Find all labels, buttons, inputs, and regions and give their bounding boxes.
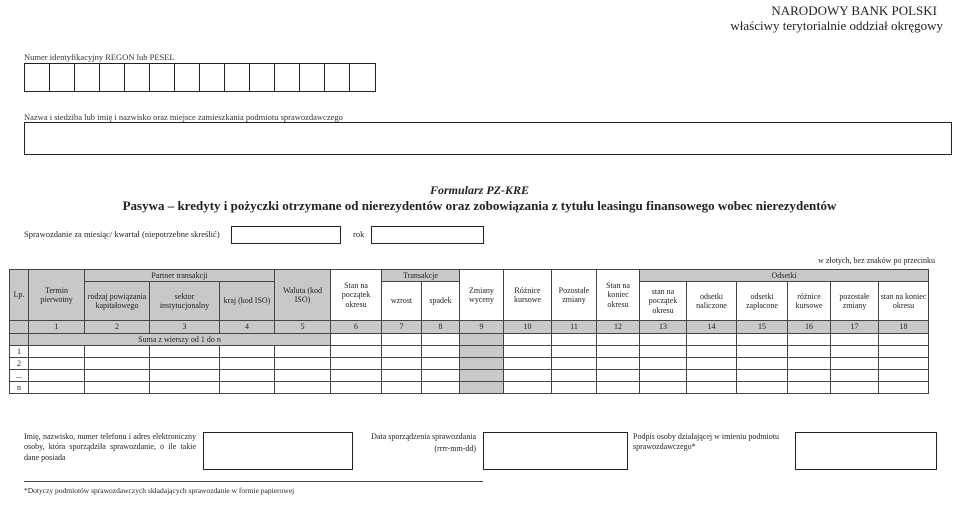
header-o-roznice: różnice kursowe: [788, 282, 831, 321]
column-number: 17: [831, 321, 879, 334]
report-table: [9, 269, 929, 394]
period-label: Sprawozdanie za miesiąc/ kwartał (niepotrzebne skreślić): [24, 229, 220, 239]
header-partner: Partner transakcji: [85, 270, 275, 282]
column-number: 7: [382, 321, 422, 334]
regon-digit-box[interactable]: [75, 64, 100, 91]
date-input[interactable]: [483, 432, 628, 470]
row-number: ...: [10, 370, 29, 382]
regon-digit-box[interactable]: [150, 64, 175, 91]
regon-digit-box[interactable]: [350, 64, 375, 91]
header-stan-pocz: Stan na początek okresu: [331, 270, 382, 321]
entity-input[interactable]: [24, 122, 952, 155]
column-number: [10, 321, 29, 334]
regon-digit-box[interactable]: [100, 64, 125, 91]
year-input[interactable]: [371, 226, 484, 244]
header-zmiany-wyceny: Zmiany wyceny: [460, 270, 504, 321]
signature-input[interactable]: [795, 432, 937, 470]
table-row: [10, 370, 929, 382]
header-lp: Lp.: [10, 270, 29, 321]
regon-label: Numer identyfikacyjny REGON lub PESEL: [24, 52, 175, 62]
entity-label: Nazwa i siedziba lub imię i nazwisko oraz miejsce zamieszkania podmiotu sprawozdawczego: [24, 112, 343, 122]
period-input[interactable]: [231, 226, 341, 244]
contact-input[interactable]: [203, 432, 353, 470]
header-o-naliczone: odsetki naliczone: [687, 282, 737, 321]
header-wzrost: wzrost: [382, 282, 422, 321]
header-o-pozostale: pozostałe zmiany: [831, 282, 879, 321]
column-number: 4: [220, 321, 275, 334]
column-number: 10: [504, 321, 552, 334]
column-number: 3: [150, 321, 220, 334]
header-waluta: Waluta (kod ISO): [275, 270, 331, 321]
footnote-divider: [24, 481, 483, 482]
column-number: 1: [29, 321, 85, 334]
header-transakcje: Transakcje: [382, 270, 460, 282]
table-row: [10, 358, 929, 370]
regon-digit-box[interactable]: [325, 64, 350, 91]
column-number: 15: [737, 321, 788, 334]
column-number: 13: [640, 321, 687, 334]
units-note: w złotych, bez znaków po przecinku: [818, 256, 935, 265]
footnote: *Dotyczy podmiotów sprawozdawczych składających sprawozdanie w formie papierowej: [24, 486, 295, 495]
signature-label: Podpis osoby działającej w imieniu podmiotu sprawozdawczego*: [633, 432, 779, 452]
header-roznice: Różnice kursowe: [504, 270, 552, 321]
year-label: rok: [353, 229, 365, 239]
contact-label: Imię, nazwisko, numer telefonu i adres elektroniczny osoby, która sporządziła sprawozdanie, o ile takie dane posiada: [24, 432, 196, 462]
header-sektor: sektor instytucjonalny: [150, 282, 220, 321]
sum-row: [10, 334, 929, 346]
header-stan-kon: Stan na koniec okresu: [597, 270, 640, 321]
regon-digit-box[interactable]: [200, 64, 225, 91]
header-o-zaplacone: odsetki zapłacone: [737, 282, 788, 321]
regon-digit-box[interactable]: [225, 64, 250, 91]
header-spadek: spadek: [422, 282, 460, 321]
regon-digit-box[interactable]: [175, 64, 200, 91]
form-title: Formularz PZ-KRE: [429, 183, 530, 197]
column-number: 16: [788, 321, 831, 334]
regon-digit-box[interactable]: [50, 64, 75, 91]
column-number: 12: [597, 321, 640, 334]
column-number: 8: [422, 321, 460, 334]
column-number: 11: [552, 321, 597, 334]
header-odsetki: Odsetki: [640, 270, 929, 282]
table-row: [10, 346, 929, 358]
header-termin: Termin pierwotny: [29, 270, 85, 321]
regon-digit-box[interactable]: [25, 64, 50, 91]
column-number: 6: [331, 321, 382, 334]
column-number: 18: [879, 321, 929, 334]
regon-digit-box[interactable]: [125, 64, 150, 91]
regon-input[interactable]: [24, 63, 376, 92]
header-pozostale: Pozostałe zmiany: [552, 270, 597, 321]
row-number: n: [10, 382, 29, 394]
header-o-stan-pocz: stan na początek okresu: [640, 282, 687, 321]
regon-digit-box[interactable]: [300, 64, 325, 91]
header-rodzaj: rodzaj powiązania kapitałowego: [85, 282, 150, 321]
date-format: (rrrr-mm-dd): [434, 444, 476, 453]
bank-name: NARODOWY BANK POLSKI: [771, 3, 937, 18]
column-number: 14: [687, 321, 737, 334]
header-o-stan-kon: stan na koniec okresu: [879, 282, 929, 321]
form-subtitle: Pasywa – kredyty i pożyczki otrzymane od nierezydentów oraz zobowiązania z tytułu leasingu finansowego wobec nierezydentów: [122, 198, 837, 213]
regon-digit-box[interactable]: [250, 64, 275, 91]
header-kraj: kraj (kod ISO): [220, 282, 275, 321]
column-number: 2: [85, 321, 150, 334]
row-number: 2: [10, 358, 29, 370]
branch-name: właściwy terytorialnie oddział okręgowy: [730, 18, 943, 33]
column-number: 9: [460, 321, 504, 334]
sum-label: Suma z wierszy od 1 do n: [29, 334, 331, 346]
regon-digit-box[interactable]: [275, 64, 300, 91]
column-number: 5: [275, 321, 331, 334]
row-number: 1: [10, 346, 29, 358]
table-row: [10, 382, 929, 394]
date-label: Data sporządzenia sprawozdania: [371, 432, 476, 441]
